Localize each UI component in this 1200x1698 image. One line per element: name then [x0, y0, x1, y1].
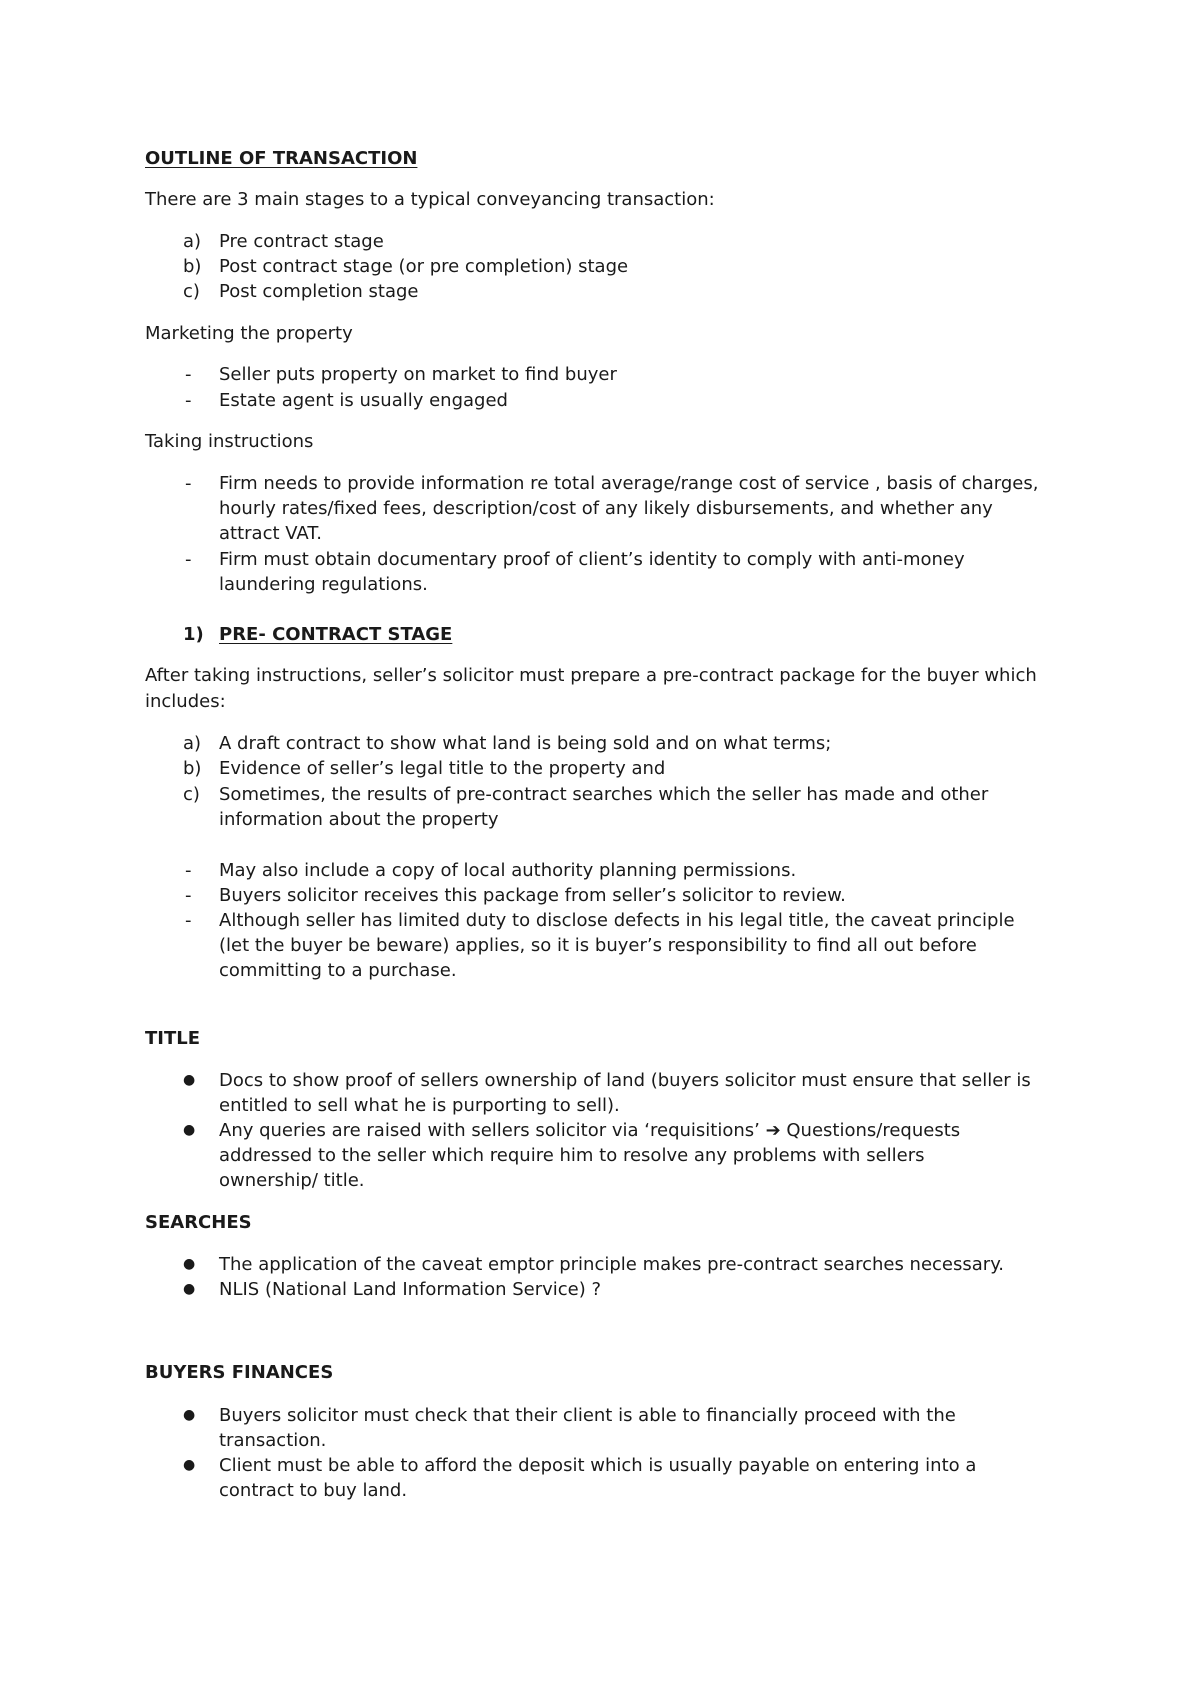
- list-item-line: (let the buyer be beware) applies, so it is buyer’s responsibility to find all out before: [219, 935, 977, 956]
- list-item-line: laundering regulations.: [219, 574, 428, 595]
- list-item-line: Sometimes, the results of pre-contract searches which the seller has made and other: [219, 784, 989, 805]
- list-item-line: A draft contract to show what land is being sold and on what terms;: [219, 733, 832, 754]
- list-marker: b): [183, 256, 202, 277]
- finances-heading: BUYERS FINANCES: [145, 1362, 334, 1383]
- list-item-line: Any queries are raised with sellers solicitor via ‘requisitions’ ➔ Questions/requests: [219, 1120, 961, 1141]
- list-item-line: May also include a copy of local authority planning permissions.: [219, 860, 797, 881]
- section-number: 1): [183, 624, 204, 645]
- bullet-marker: ●: [183, 1407, 196, 1423]
- list-item-line: Firm needs to provide information re total average/range cost of service , basis of charges,: [219, 473, 1039, 494]
- list-item-line: Evidence of seller’s legal title to the property and: [219, 758, 666, 779]
- list-item-line: contract to buy land.: [219, 1480, 408, 1501]
- bullet-marker: ●: [183, 1256, 196, 1272]
- list-marker: b): [183, 758, 202, 779]
- dash-marker: -: [185, 549, 192, 570]
- list-item-line: committing to a purchase.: [219, 960, 457, 981]
- list-item-line: The application of the caveat emptor principle makes pre-contract searches necessary.: [219, 1254, 1005, 1275]
- list-item-line: transaction.: [219, 1430, 327, 1451]
- list-marker: c): [183, 281, 200, 302]
- dash-marker: -: [185, 390, 192, 411]
- list-item-line: hourly rates/fixed fees, description/cost of any likely disbursements, and whether any: [219, 498, 993, 519]
- list-marker: c): [183, 784, 200, 805]
- marketing-heading: Marketing the property: [145, 323, 353, 344]
- precontract-intro-line: After taking instructions, seller’s solicitor must prepare a pre-contract package for the buyer which: [145, 665, 1037, 686]
- list-item: Post contract stage (or pre completion) stage: [219, 256, 629, 277]
- list-item-line: information about the property: [219, 809, 499, 830]
- dash-marker: -: [185, 473, 192, 494]
- searches-heading: SEARCHES: [145, 1212, 252, 1233]
- list-item-line: ownership/ title.: [219, 1170, 365, 1191]
- list-item-line: Docs to show proof of sellers ownership of land (buyers solicitor must ensure that seller is: [219, 1070, 1031, 1091]
- bullet-marker: ●: [183, 1122, 196, 1138]
- list-item: Post completion stage: [219, 281, 419, 302]
- list-item-line: attract VAT.: [219, 523, 322, 544]
- outline-intro: There are 3 main stages to a typical conveyancing transaction:: [145, 189, 715, 210]
- list-marker: a): [183, 733, 202, 754]
- dash-marker: -: [185, 364, 192, 385]
- bullet-marker: ●: [183, 1457, 196, 1473]
- list-item: Seller puts property on market to find buyer: [219, 364, 617, 385]
- bullet-marker: ●: [183, 1072, 196, 1088]
- dash-marker: -: [185, 860, 192, 881]
- list-item-line: Buyers solicitor receives this package from seller’s solicitor to review.: [219, 885, 846, 906]
- list-item: Estate agent is usually engaged: [219, 390, 508, 411]
- instructions-heading: Taking instructions: [145, 431, 314, 452]
- precontract-intro-line: includes:: [145, 691, 226, 712]
- dash-marker: -: [185, 885, 192, 906]
- list-marker: a): [183, 231, 202, 252]
- precontract-heading: PRE- CONTRACT STAGE: [219, 624, 453, 645]
- list-item-line: addressed to the seller which require him to resolve any problems with sellers: [219, 1145, 925, 1166]
- dash-marker: -: [185, 910, 192, 931]
- list-item-line: entitled to sell what he is purporting to sell).: [219, 1095, 620, 1116]
- title-heading: TITLE: [145, 1028, 201, 1049]
- bullet-marker: ●: [183, 1281, 196, 1297]
- outline-heading: OUTLINE OF TRANSACTION: [145, 148, 418, 169]
- list-item-line: Firm must obtain documentary proof of client’s identity to comply with anti-money: [219, 549, 965, 570]
- list-item-line: Buyers solicitor must check that their client is able to financially proceed with the: [219, 1405, 956, 1426]
- list-item-line: Client must be able to afford the deposit which is usually payable on entering into a: [219, 1455, 977, 1476]
- list-item: Pre contract stage: [219, 231, 384, 252]
- list-item-line: Although seller has limited duty to disclose defects in his legal title, the caveat principle: [219, 910, 1015, 931]
- list-item-line: NLIS (National Land Information Service) ?: [219, 1279, 602, 1300]
